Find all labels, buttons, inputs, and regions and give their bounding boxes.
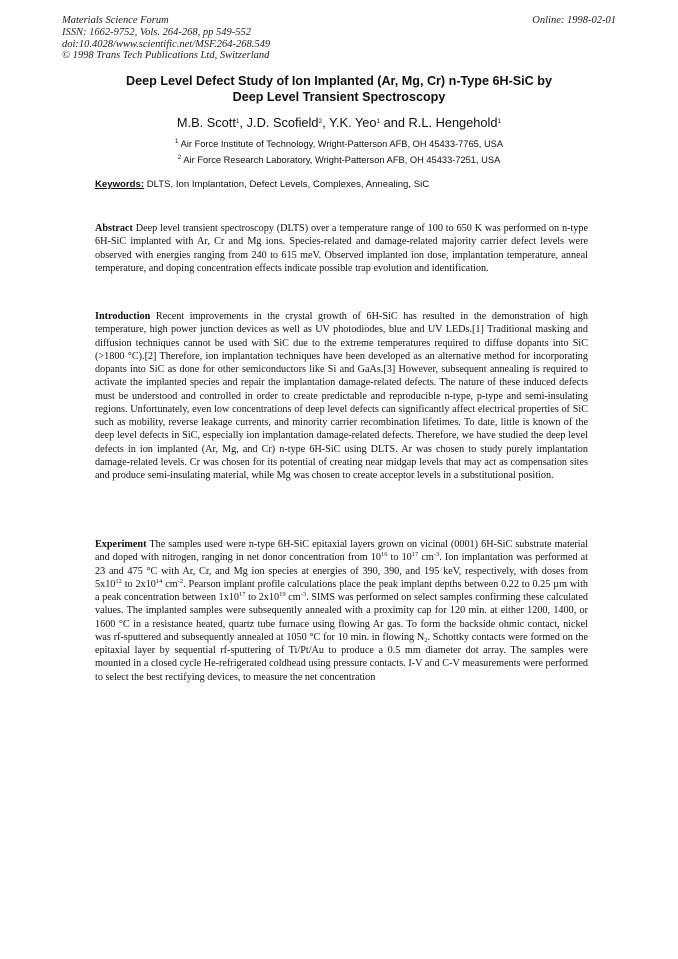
superscript: 14 bbox=[155, 577, 163, 585]
experiment-text: The samples used were n-type 6H-SiC epitaxial layers grown on vicinal (0001) 6H-SiC substrate material and doped with nitrogen, ranging in net donor concentration from 10 bbox=[95, 539, 588, 564]
keywords bbox=[95, 179, 429, 190]
subscript: 2 bbox=[424, 636, 428, 644]
author-4: and R.L. Hengehold bbox=[380, 115, 498, 130]
author-1: M.B. Scott bbox=[176, 115, 236, 130]
paper-title bbox=[90, 73, 588, 105]
abstract-body: Deep level transient spectroscopy (DLTS) over a temperature range of 100 to 650 K was performed on n-type 6H-SiC implanted with Ar, Cr and Mg ions. Species-related and damage-related majority carrier defect levels were observed with energies ranging from 240 to 615 meV. Observed implanted ion dose, implantation temperature, anneal temperature, and doping concentration effects indicate possible trap evolution and identification. bbox=[95, 223, 588, 274]
publication-header bbox=[62, 15, 270, 62]
author-3-affil: 1 bbox=[376, 118, 381, 125]
superscript: 16 bbox=[380, 551, 388, 559]
journal-name: Materials Science Forum bbox=[62, 15, 169, 26]
online-date bbox=[532, 15, 616, 27]
abstract-section bbox=[95, 222, 588, 275]
affiliation-1-num: 1 bbox=[174, 138, 179, 145]
superscript: 19 bbox=[279, 591, 286, 598]
affiliation-2-num: 2 bbox=[177, 154, 182, 161]
experiment-text: cm bbox=[285, 592, 301, 603]
superscript: 12 bbox=[115, 577, 122, 585]
introduction-heading: Introduction bbox=[95, 311, 151, 322]
keywords-label: Keywords: bbox=[95, 179, 145, 190]
superscript: 17 bbox=[411, 551, 419, 559]
author-list bbox=[90, 115, 588, 130]
superscript: -3 bbox=[433, 551, 440, 559]
copyright-line: © 1998 Trans Tech Publications Ltd, Switzerland bbox=[62, 50, 270, 62]
superscript: 17 bbox=[239, 591, 246, 598]
experiment-text: . Pearson implant profile calculations place the peak implant depths between 0.22 to 0.25 µm with a peak concentration between 1x10 bbox=[95, 578, 588, 603]
experiment-text: . SIMS was performed on select samples confirming these calculated values. The implanted samples were subsequently annealed with a proximity cap for 120 min. at either 1200, 1400, or 1600 °C in a resistance heated, quartz tube furnace using flowing Ar gas. To form the backside ohmic contact, nickel was rf-sputtered and subsequently annealed at 1050 °C for 10 min. in flowing N bbox=[95, 592, 588, 643]
keywords-text: DLTS, Ion Implantation, Defect Levels, Complexes, Annealing, SiC bbox=[144, 179, 430, 190]
experiment-text: to 2x10 bbox=[121, 578, 156, 590]
experiment-text: . Ion implantation was performed at 23 and 475 °C with Ar, Cr, and Mg ion species at energies of 390, 390, and 195 keV, respectively, with doses from 5x10 bbox=[95, 552, 589, 590]
issn-line: ISSN: 1662-9752, Vols. 264-268, pp 549-552 bbox=[62, 26, 251, 38]
experiment-text: to 10 bbox=[387, 552, 412, 564]
author-4-affil: 1 bbox=[497, 118, 502, 125]
experiment-text: to 2x10 bbox=[245, 592, 280, 603]
introduction-section bbox=[95, 310, 588, 482]
superscript: -2 bbox=[177, 577, 184, 585]
introduction-body: Recent improvements in the crystal growth of 6H-SiC has resulted in the demonstration of high temperature, high power junction devices as well as UV photodiodes, blue and UV LEDs.[1] Traditional masking and diffusion techniques cannot be used with SiC due to the extreme temperatures required to diffuse dopants into SiC (>1800 °C).[2] Therefore, ion implantation techniques have been developed as an alternative method for incorporating dopants into SiC as done for other semiconductors like Si and GaAs.[3] However, subsequent annealing is required to activate the implanted species and repair the implantation damage-related defects. The nature of these induced defects must be understood and controlled in order to create predictable and reproducible n-type, p-type and semi-insulating regions. Unfortunately, even low concentrations of deep level defects can significantly affect electrical properties of SiC such as mobility, reverse leakage currents, and minority carrier recombination lifetimes. To date, little is known of the deep level defects in SiC, especially ion implantation damage-related defects. Therefore, we have studied the deep level defects in ion implanted (Ar, Mg, and Cr) n-type 6H-SiC using DLTS. Ar was chosen to study purely implantation damage-related levels. Cr was chosen for its potential of creating near midgap levels that may act as compensation sites and produce semi-insulating material, while Mg was chosen to create acceptor levels in a substitutional position. bbox=[95, 311, 588, 481]
experiment-text: . Schottky contacts were formed on the epitaxial layer by sequential rf-sputtering of Ti/Pt/Au to produce a 0.5 mm diameter dot array. The samples were mounted in a closed cycle He-refrigerated coldhead using pressure contacts. I-V and C-V measurements were performed to select the best rectifying devices, to measure the net concentration bbox=[95, 631, 588, 683]
title-line-1: Deep Level Defect Study of Ion Implanted (Ar, Mg, Cr) n-Type 6H-SiC by bbox=[126, 74, 552, 88]
abstract-heading: Abstract bbox=[95, 223, 133, 234]
title-line-2: Deep Level Transient Spectroscopy bbox=[232, 90, 446, 104]
doi-line: doi:10.4028/www.scientific.net/MSF.264-268.549 bbox=[62, 38, 271, 50]
author-1-affil: 1 bbox=[235, 118, 240, 125]
superscript: -3 bbox=[300, 591, 307, 598]
experiment-text: cm bbox=[162, 578, 178, 590]
affiliations bbox=[90, 136, 588, 168]
affiliation-2-text: Air Force Research Laboratory, Wright-Patterson AFB, OH 45433-7251, USA bbox=[183, 155, 501, 165]
experiment-heading: Experiment bbox=[95, 539, 147, 550]
author-2: , J.D. Scofield bbox=[239, 115, 319, 130]
author-2-affil: 2 bbox=[318, 118, 323, 125]
experiment-section bbox=[95, 538, 588, 684]
affiliation-1-text: Air Force Institute of Technology, Wright-Patterson AFB, OH 45433-7765, USA bbox=[180, 139, 504, 149]
affiliation-1 bbox=[90, 136, 588, 152]
author-3: , Y.K. Yeo bbox=[322, 115, 377, 130]
experiment-text: cm bbox=[418, 552, 434, 564]
affiliation-2 bbox=[90, 152, 588, 168]
online-date-text: Online: 1998-02-01 bbox=[532, 15, 616, 26]
